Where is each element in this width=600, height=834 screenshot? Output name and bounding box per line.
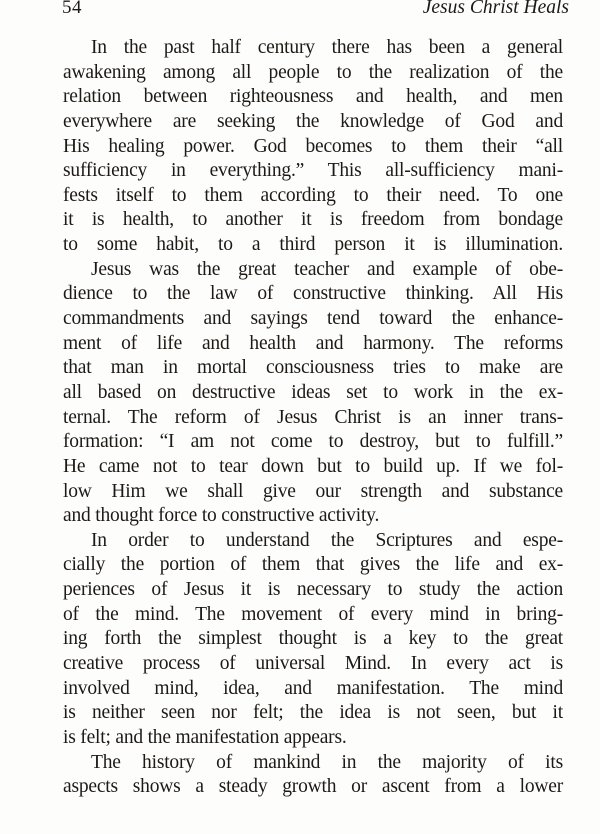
text-line: In the past half century there has been a general [91, 37, 563, 58]
text-line: and thought force to constructive activity. [63, 505, 380, 527]
text-line: periences of Jesus it is necessary to study the action [63, 579, 563, 601]
text-line: ment of life and health and harmony. The reforms [63, 332, 563, 354]
paragraph [63, 258, 563, 529]
text-line: cially the portion of them that gives the life and ex- [63, 554, 563, 576]
text-line: sufficiency in everything.” This all-sufficiency mani- [63, 160, 563, 182]
text-line: all based on destructive ideas set to work in the ex- [63, 381, 563, 403]
text-line: relation between righteousness and health, and men [63, 86, 563, 108]
text-line: formation: “I am not come to destroy, but to fulfill.” [63, 431, 563, 453]
text-line: creative process of universal Mind. In every act is [63, 653, 563, 675]
text-line: commandments and sayings tend toward the enhance- [63, 308, 563, 330]
text-line: of the mind. The movement of every mind in bring- [63, 603, 563, 625]
text-line: Jesus was the great teacher and example of obe- [91, 258, 563, 280]
text-line: awakening among all people to the realization of the [63, 61, 563, 83]
text-line: ternal. The reform of Jesus Christ is an inner trans- [63, 406, 563, 428]
text-line: His healing power. God becomes to them their “all [63, 135, 563, 157]
running-head: Jesus Christ Heals [422, 0, 569, 18]
text-line: The history of mankind in the majority of its [91, 751, 563, 773]
text-line: low Him we shall give our strength and substance [63, 480, 563, 502]
text-line: dience to the law of constructive thinking. All His [63, 283, 563, 305]
text-line: it is health, to another it is freedom from bondage [63, 209, 563, 231]
paragraph [63, 36, 563, 258]
text-line: is felt; and the manifestation appears. [63, 726, 347, 748]
page-number: 54 [62, 0, 82, 18]
paragraph [63, 529, 563, 751]
paragraph [63, 751, 563, 800]
text-line: aspects shows a steady growth or ascent from a lower [63, 776, 563, 798]
text-line: fests itself to them according to their need. To one [63, 184, 563, 206]
text-line: everywhere are seeking the knowledge of God and [63, 110, 563, 132]
text-line: that man in mortal consciousness tries to make are [63, 357, 563, 379]
text-line: ing forth the simplest thought is a key to the great [63, 628, 563, 650]
body-text [63, 36, 563, 800]
text-line: is neither seen nor felt; the idea is not seen, but it [63, 702, 563, 724]
text-line: In order to understand the Scriptures and espe- [91, 529, 563, 551]
text-line: He came not to tear down but to build up. If we fol- [63, 455, 563, 477]
text-line: involved mind, idea, and manifestation. The mind [63, 677, 563, 699]
text-line: to some habit, to a third person it is illumination. [63, 234, 563, 256]
